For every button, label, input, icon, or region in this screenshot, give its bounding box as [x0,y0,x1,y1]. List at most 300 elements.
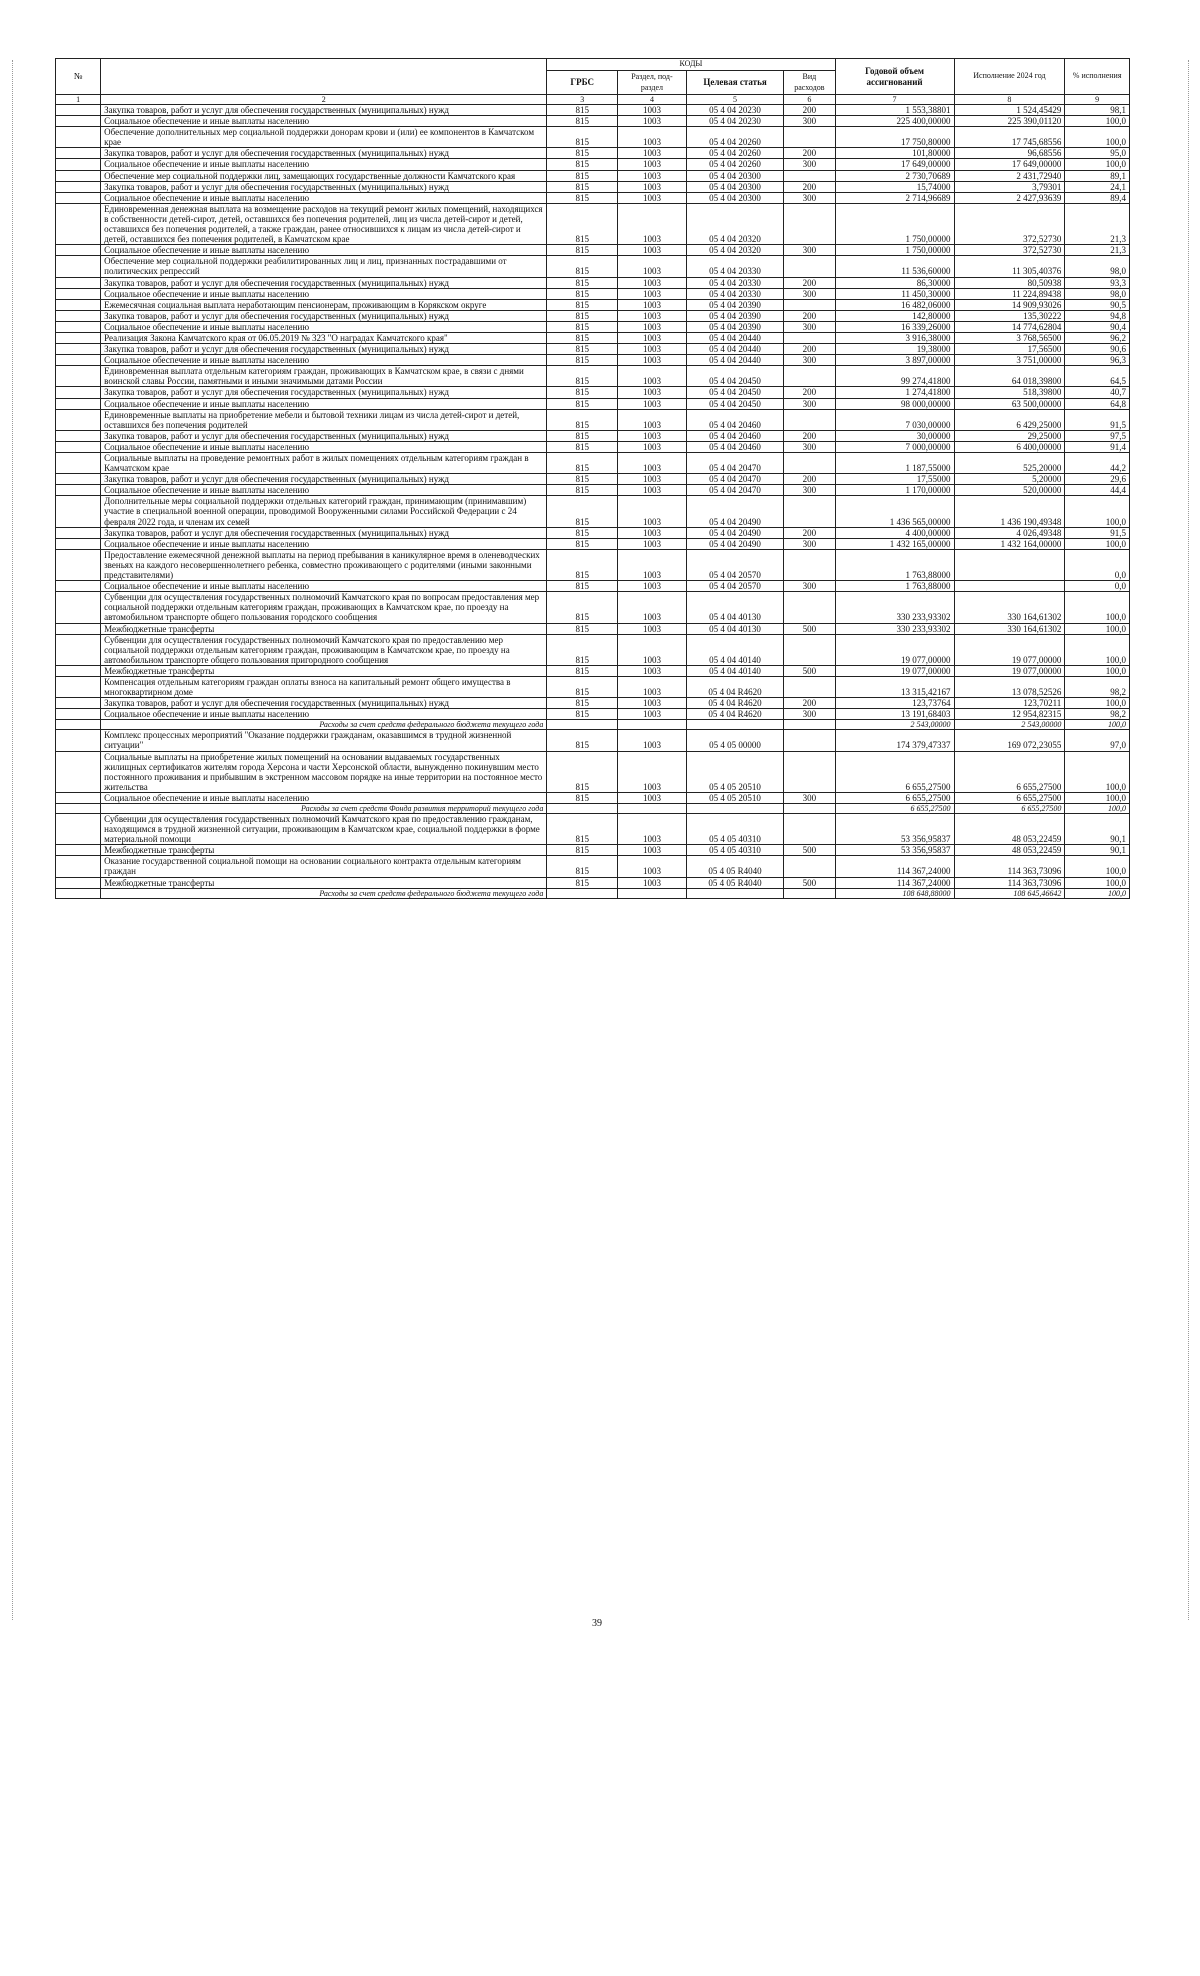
row-percent-cell: 100,0 [1065,856,1130,877]
table-row [56,277,1130,288]
row-percent-cell: 21,3 [1065,245,1130,256]
table-row [56,698,1130,709]
row-razdel-cell: 1003 [618,814,687,845]
row-razdel-cell: 1003 [618,634,687,665]
row-name-cell: Межбюджетные трансферты [101,845,547,856]
row-execution-cell: 1 432 164,00000 [954,538,1065,549]
row-percent-cell: 100,0 [1065,751,1130,792]
row-grbs-cell: 815 [547,845,618,856]
row-percent-cell: 100,0 [1065,792,1130,803]
row-name-cell: Социальное обеспечение и иные выплаты населению [101,321,547,332]
row-execution-cell: 518,39800 [954,387,1065,398]
row-execution-cell: 6 655,27500 [954,792,1065,803]
row-razdel-cell: 1003 [618,344,687,355]
row-expense-type-cell: 500 [784,623,835,634]
row-number-cell [56,496,101,527]
row-execution-cell: 19 077,00000 [954,665,1065,676]
row-plan-cell: 1 436 565,00000 [835,496,954,527]
table-row [56,203,1130,244]
row-razdel-cell: 1003 [618,845,687,856]
row-number-cell [56,409,101,430]
row-plan-cell: 2 730,70689 [835,170,954,181]
row-grbs-cell: 815 [547,730,618,751]
row-razdel-cell: 1003 [618,430,687,441]
row-razdel-cell: 1003 [618,321,687,332]
row-expense-type-cell: 200 [784,698,835,709]
row-execution-cell: 6 655,27500 [954,751,1065,792]
row-target-item-cell: 05 4 04 20390 [686,310,783,321]
row-number-cell [56,485,101,496]
row-number-cell [56,159,101,170]
row-target-item-cell: 05 4 04 20330 [686,256,783,277]
row-expense-type-cell [784,299,835,310]
row-expense-type-cell: 200 [784,474,835,485]
row-target-item-cell: 05 4 04 20230 [686,116,783,127]
row-grbs-cell: 815 [547,366,618,387]
row-plan-cell: 53 356,95837 [835,814,954,845]
row-target-item-cell: 05 4 04 20490 [686,496,783,527]
row-execution-cell: 108 645,46642 [954,888,1065,898]
row-razdel-cell: 1003 [618,127,687,148]
row-number-cell [56,116,101,127]
row-target-item-cell: 05 4 05 00000 [686,730,783,751]
table-row [56,288,1130,299]
row-execution-cell: 48 053,22459 [954,814,1065,845]
row-razdel-cell: 1003 [618,698,687,709]
row-plan-cell: 330 233,93302 [835,623,954,634]
row-expense-type-cell: 200 [784,181,835,192]
row-plan-cell: 3 897,00000 [835,355,954,366]
table-row [56,623,1130,634]
row-percent-cell: 90,5 [1065,299,1130,310]
row-name-cell: Закупка товаров, работ и услуг для обеспечения государственных (муниципальных) нужд [101,310,547,321]
table-row [56,366,1130,387]
row-execution-cell: 11 224,89438 [954,288,1065,299]
row-number-cell [56,299,101,310]
row-target-item-cell: 05 4 04 20260 [686,127,783,148]
row-target-item-cell: 05 4 04 40140 [686,665,783,676]
row-plan-cell: 13 191,68403 [835,709,954,720]
row-name-cell: Единовременные выплаты на приобретение мебели и бытовой техники лицам из числа детей-сирот и детей, оставшихся без попечения родителей [101,409,547,430]
table-row [56,730,1130,751]
row-expense-type-cell: 300 [784,288,835,299]
row-name-cell: Реализация Закона Камчатского края от 06.05.2019 № 323 "О наградах Камчатского края" [101,332,547,343]
row-name-cell: Межбюджетные трансферты [101,623,547,634]
row-expense-type-cell [784,332,835,343]
row-number-cell [56,845,101,856]
row-target-item-cell: 05 4 04 20440 [686,355,783,366]
row-plan-cell: 6 655,27500 [835,804,954,814]
row-execution-cell: 17 745,68556 [954,127,1065,148]
row-number-cell [56,170,101,181]
header-plan: Годовой объем ассигнований [835,59,954,95]
table-row [56,720,1130,730]
row-plan-cell: 1 763,88000 [835,549,954,580]
row-number-cell [56,698,101,709]
column-number-cell: 7 [835,95,954,105]
row-name-cell: Закупка товаров, работ и услуг для обеспечения государственных (муниципальных) нужд [101,148,547,159]
row-razdel-cell: 1003 [618,256,687,277]
row-number-cell [56,474,101,485]
row-expense-type-cell [784,634,835,665]
row-execution-cell: 3 768,56500 [954,332,1065,343]
row-number-cell [56,366,101,387]
row-name-cell: Расходы за счет средств федерального бюджета текущего года [101,888,547,898]
table-row [56,496,1130,527]
row-target-item-cell: 05 4 04 20460 [686,441,783,452]
row-execution-cell: 525,20000 [954,453,1065,474]
row-percent-cell: 100,0 [1065,538,1130,549]
row-expense-type-cell [784,730,835,751]
row-razdel-cell: 1003 [618,709,687,720]
row-grbs-cell: 815 [547,877,618,888]
row-execution-cell: 6 429,25000 [954,409,1065,430]
header-codes: КОДЫ [547,59,835,71]
row-name-cell: Закупка товаров, работ и услуг для обеспечения государственных (муниципальных) нужд [101,181,547,192]
row-execution-cell: 64 018,39800 [954,366,1065,387]
row-percent-cell: 91,5 [1065,409,1130,430]
row-razdel-cell [618,720,687,730]
row-razdel-cell: 1003 [618,366,687,387]
table-row [56,355,1130,366]
row-execution-cell: 6 400,00000 [954,441,1065,452]
row-expense-type-cell [784,256,835,277]
row-percent-cell: 97,0 [1065,730,1130,751]
row-number-cell [56,623,101,634]
row-plan-cell: 1 187,55000 [835,453,954,474]
row-expense-type-cell [784,592,835,623]
row-number-cell [56,814,101,845]
row-target-item-cell: 05 4 04 20300 [686,170,783,181]
column-number-cell: 5 [686,95,783,105]
row-number-cell [56,203,101,244]
row-grbs-cell: 815 [547,496,618,527]
row-expense-type-cell: 200 [784,277,835,288]
table-row [56,453,1130,474]
row-expense-type-cell [784,170,835,181]
row-number-cell [56,288,101,299]
row-grbs-cell: 815 [547,676,618,697]
row-target-item-cell: 05 4 05 40310 [686,845,783,856]
row-target-item-cell: 05 4 04 20440 [686,344,783,355]
header-grbs: ГРБС [547,71,618,95]
row-name-cell: Обеспечение мер социальной поддержки реабилитированных лиц и лиц, признанных пострадавшими от политических репрессий [101,256,547,277]
row-number-cell [56,441,101,452]
row-number-cell [56,321,101,332]
row-percent-cell: 100,0 [1065,720,1130,730]
row-expense-type-cell: 500 [784,665,835,676]
row-execution-cell: 48 053,22459 [954,845,1065,856]
row-razdel-cell: 1003 [618,398,687,409]
row-execution-cell: 225 390,01120 [954,116,1065,127]
column-number-cell: 1 [56,95,101,105]
table-row [56,321,1130,332]
row-plan-cell: 1 274,41800 [835,387,954,398]
column-number-cell: 3 [547,95,618,105]
row-name-cell: Социальное обеспечение и иные выплаты населению [101,192,547,203]
row-target-item-cell: 05 4 05 20510 [686,792,783,803]
row-grbs-cell: 815 [547,148,618,159]
row-razdel-cell: 1003 [618,310,687,321]
row-expense-type-cell: 300 [784,321,835,332]
row-target-item-cell: 05 4 04 20440 [686,332,783,343]
row-percent-cell: 100,0 [1065,877,1130,888]
header-execution: Исполнение 2024 год [954,59,1065,95]
row-razdel-cell: 1003 [618,441,687,452]
row-expense-type-cell: 200 [784,527,835,538]
row-target-item-cell: 05 4 04 R4620 [686,698,783,709]
table-row [56,181,1130,192]
row-plan-cell: 114 367,24000 [835,877,954,888]
row-target-item-cell: 05 4 04 20460 [686,409,783,430]
row-expense-type-cell: 200 [784,430,835,441]
row-expense-type-cell: 200 [784,148,835,159]
column-number-cell: 2 [101,95,547,105]
header-number: № [56,59,101,95]
row-plan-cell: 99 274,41800 [835,366,954,387]
row-number-cell [56,127,101,148]
row-expense-type-cell [784,409,835,430]
row-execution-cell: 29,25000 [954,430,1065,441]
row-grbs-cell: 815 [547,549,618,580]
row-razdel-cell: 1003 [618,332,687,343]
row-razdel-cell: 1003 [618,299,687,310]
row-name-cell: Социальное обеспечение и иные выплаты населению [101,355,547,366]
row-number-cell [56,549,101,580]
row-name-cell: Межбюджетные трансферты [101,665,547,676]
row-target-item-cell: 05 4 04 40130 [686,592,783,623]
row-expense-type-cell: 300 [784,159,835,170]
row-name-cell: Межбюджетные трансферты [101,877,547,888]
row-plan-cell: 11 536,60000 [835,256,954,277]
table-row [56,256,1130,277]
table-row [56,192,1130,203]
row-number-cell [56,665,101,676]
row-grbs-cell: 815 [547,634,618,665]
row-target-item-cell: 05 4 04 20300 [686,192,783,203]
row-razdel-cell: 1003 [618,288,687,299]
binding-line-right [1188,60,1189,1620]
row-execution-cell: 3 751,00000 [954,355,1065,366]
table-row [56,344,1130,355]
row-expense-type-cell [784,549,835,580]
row-grbs-cell: 815 [547,581,618,592]
row-name-cell: Субвенции для осуществления государственных полномочий Камчатского края по вопросам предоставления мер социальной поддержки отдельным категориям граждан, проживающих в Камчатском крае, по проезду на автомобильном транспорте общего пользования городского сообщения [101,592,547,623]
table-row [56,877,1130,888]
row-grbs-cell: 815 [547,321,618,332]
row-razdel-cell: 1003 [618,485,687,496]
row-percent-cell: 44,4 [1065,485,1130,496]
row-execution-cell: 372,52730 [954,245,1065,256]
row-percent-cell: 90,6 [1065,344,1130,355]
row-percent-cell: 100,0 [1065,665,1130,676]
row-name-cell: Социальное обеспечение и иные выплаты населению [101,792,547,803]
row-percent-cell: 100,0 [1065,592,1130,623]
row-grbs-cell: 815 [547,387,618,398]
row-name-cell: Закупка товаров, работ и услуг для обеспечения государственных (муниципальных) нужд [101,474,547,485]
header-target-item: Целевая статья [686,71,783,95]
row-percent-cell: 98,2 [1065,709,1130,720]
row-target-item-cell: 05 4 04 20320 [686,245,783,256]
row-target-item-cell: 05 4 04 20490 [686,538,783,549]
row-expense-type-cell: 300 [784,245,835,256]
row-plan-cell: 2 714,96689 [835,192,954,203]
row-execution-cell: 114 363,73096 [954,877,1065,888]
row-target-item-cell: 05 4 04 R4620 [686,676,783,697]
row-execution-cell: 2 543,00000 [954,720,1065,730]
binding-line-left [12,60,13,1620]
row-target-item-cell: 05 4 04 20470 [686,474,783,485]
row-grbs-cell: 815 [547,441,618,452]
row-target-item-cell: 05 4 04 20300 [686,181,783,192]
row-execution-cell: 135,30222 [954,310,1065,321]
row-plan-cell: 1 170,00000 [835,485,954,496]
row-expense-type-cell [784,496,835,527]
row-name-cell: Обеспечение мер социальной поддержки лиц, замещающих государственные должности Камчатского края [101,170,547,181]
row-plan-cell: 15,74000 [835,181,954,192]
table-row [56,676,1130,697]
row-razdel-cell: 1003 [618,245,687,256]
table-row [56,148,1130,159]
row-expense-type-cell: 200 [784,387,835,398]
row-grbs-cell: 815 [547,453,618,474]
row-name-cell: Оказание государственной социальной помощи на основании социального контракта отдельным категориям граждан [101,856,547,877]
table-row [56,159,1130,170]
row-expense-type-cell: 300 [784,441,835,452]
row-name-cell: Социальное обеспечение и иные выплаты населению [101,116,547,127]
row-expense-type-cell [784,366,835,387]
row-percent-cell: 29,6 [1065,474,1130,485]
header-expense-type: Вид расходов [784,71,835,95]
row-razdel-cell: 1003 [618,277,687,288]
row-execution-cell: 1 524,45429 [954,105,1065,116]
row-number-cell [56,192,101,203]
row-plan-cell: 4 400,00000 [835,527,954,538]
row-execution-cell: 169 072,23055 [954,730,1065,751]
row-expense-type-cell: 300 [784,792,835,803]
row-number-cell [56,804,101,814]
row-name-cell: Расходы за счет средств Фонда развития территорий текущего года [101,804,547,814]
row-execution-cell: 372,52730 [954,203,1065,244]
row-target-item-cell: 05 4 04 20390 [686,321,783,332]
row-percent-cell: 0,0 [1065,581,1130,592]
row-number-cell [56,877,101,888]
row-number-cell [56,581,101,592]
table-body [56,105,1130,899]
row-razdel-cell [618,888,687,898]
row-number-cell [56,344,101,355]
row-razdel-cell: 1003 [618,877,687,888]
row-razdel-cell: 1003 [618,527,687,538]
row-name-cell: Социальное обеспечение и иные выплаты населению [101,709,547,720]
row-target-item-cell: 05 4 04 20230 [686,105,783,116]
row-expense-type-cell: 200 [784,344,835,355]
row-percent-cell: 96,2 [1065,332,1130,343]
row-number-cell [56,634,101,665]
row-name-cell: Дополнительные меры социальной поддержки отдельных категорий граждан, принимающим (принимавшим) участие в специальной военной операции, проводимой Вооруженными силами Российской Федерации с 24 февраля 2022 года, и членам их семей [101,496,547,527]
table-row [56,245,1130,256]
row-percent-cell: 100,0 [1065,698,1130,709]
row-razdel-cell: 1003 [618,409,687,430]
row-name-cell: Социальное обеспечение и иные выплаты населению [101,581,547,592]
row-expense-type-cell: 300 [784,581,835,592]
row-plan-cell: 16 482,06000 [835,299,954,310]
row-execution-cell: 330 164,61302 [954,623,1065,634]
row-razdel-cell: 1003 [618,581,687,592]
row-target-item-cell: 05 4 04 20450 [686,387,783,398]
row-expense-type-cell: 300 [784,116,835,127]
row-grbs-cell [547,804,618,814]
table-row [56,398,1130,409]
row-grbs-cell: 815 [547,170,618,181]
row-name-cell: Компенсация отдельным категориям граждан оплаты взноса на капитальный ремонт общего имущества в многоквартирном доме [101,676,547,697]
row-target-item-cell [686,720,783,730]
row-name-cell: Единовременная денежная выплата на возмещение расходов на текущий ремонт жилых помещений, находящихся в собственности детей-сирот, детей, оставшихся без попечения родителей, лиц из числа детей-сирот и детей, оставшихся без попечения родителей, а также граждан, ранее относившихся к лицам из числа детей-сирот и детей, оставшихся без попечения родителей, в Камчатском крае [101,203,547,244]
table-row [56,538,1130,549]
row-plan-cell: 114 367,24000 [835,856,954,877]
row-name-cell: Закупка товаров, работ и услуг для обеспечения государственных (муниципальных) нужд [101,387,547,398]
row-plan-cell: 30,00000 [835,430,954,441]
row-target-item-cell: 05 4 05 R4040 [686,877,783,888]
row-plan-cell: 19 077,00000 [835,665,954,676]
row-percent-cell: 90,4 [1065,321,1130,332]
row-number-cell [56,355,101,366]
row-execution-cell: 6 655,27500 [954,804,1065,814]
row-plan-cell: 330 233,93302 [835,592,954,623]
row-grbs-cell: 815 [547,430,618,441]
row-execution-cell: 80,50938 [954,277,1065,288]
header-percent: % исполнения [1065,59,1130,95]
row-grbs-cell: 815 [547,751,618,792]
row-grbs-cell: 815 [547,116,618,127]
row-expense-type-cell [784,720,835,730]
row-number-cell [56,105,101,116]
row-execution-cell: 11 305,40376 [954,256,1065,277]
table-row [56,116,1130,127]
row-name-cell: Социальное обеспечение и иные выплаты населению [101,398,547,409]
row-grbs-cell: 815 [547,665,618,676]
column-numbers-row [56,95,1130,105]
row-name-cell: Социальное обеспечение и иные выплаты населению [101,159,547,170]
row-grbs-cell [547,720,618,730]
row-percent-cell: 24,1 [1065,181,1130,192]
row-number-cell [56,527,101,538]
row-expense-type-cell [784,676,835,697]
row-target-item-cell: 05 4 05 40310 [686,814,783,845]
row-target-item-cell: 05 4 05 R4040 [686,856,783,877]
row-name-cell: Субвенции для осуществления государственных полномочий Камчатского края по предоставлению гражданам, находящимся в трудной жизненной ситуации, проживающим в Камчатском крае, социальной поддержки в форме материальной помощи [101,814,547,845]
row-execution-cell [954,549,1065,580]
row-number-cell [56,720,101,730]
table-row [56,527,1130,538]
row-grbs-cell: 815 [547,159,618,170]
column-number-cell: 8 [954,95,1065,105]
row-target-item-cell: 05 4 04 20470 [686,453,783,474]
table-row [56,409,1130,430]
row-target-item-cell: 05 4 04 R4620 [686,709,783,720]
row-number-cell [56,453,101,474]
table-row [56,105,1130,116]
row-grbs-cell: 815 [547,277,618,288]
row-razdel-cell: 1003 [618,203,687,244]
row-grbs-cell: 815 [547,856,618,877]
row-plan-cell: 108 648,88000 [835,888,954,898]
row-grbs-cell: 815 [547,245,618,256]
row-name-cell: Закупка товаров, работ и услуг для обеспечения государственных (муниципальных) нужд [101,527,547,538]
table-row [56,665,1130,676]
row-expense-type-cell: 300 [784,709,835,720]
row-execution-cell [954,581,1065,592]
